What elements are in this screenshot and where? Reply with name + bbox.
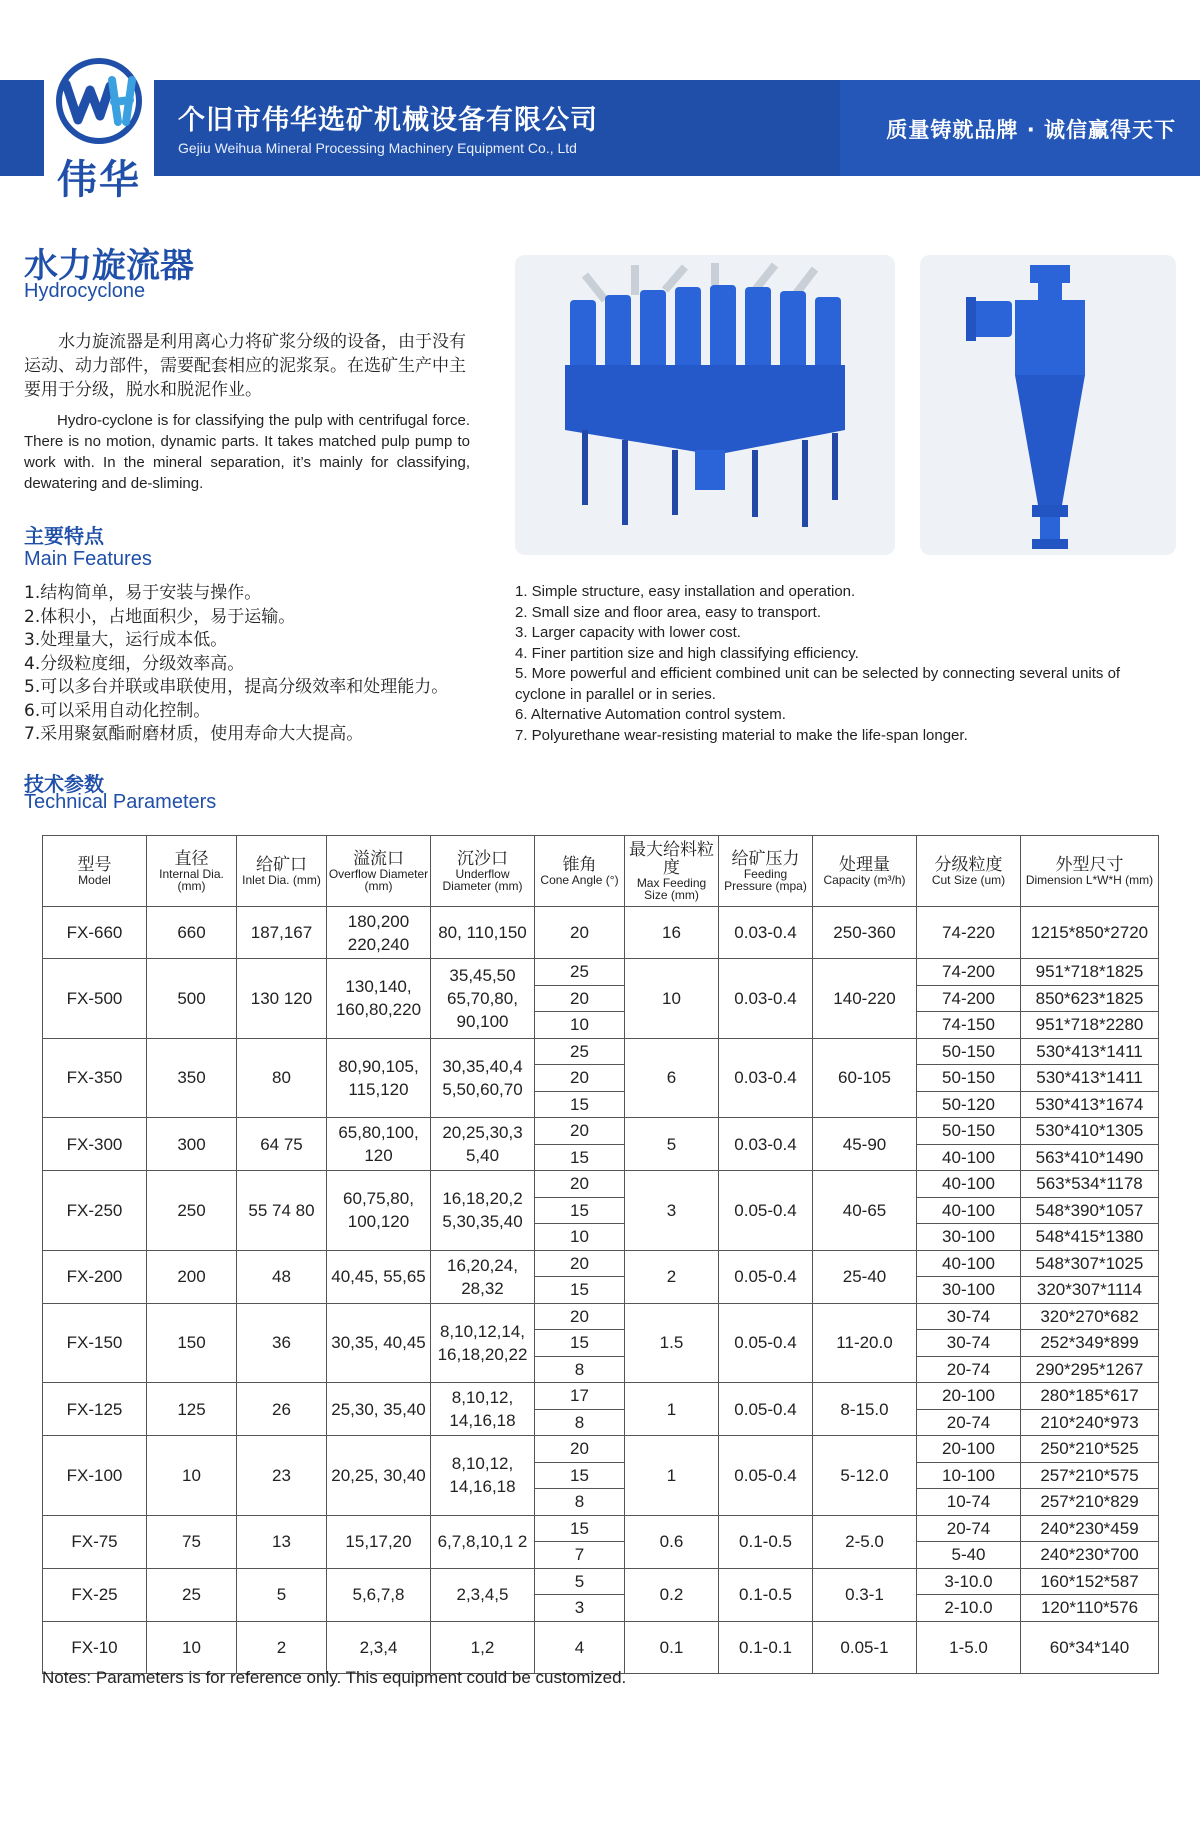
overflow-cell: 180,200 220,240 [327,907,431,959]
parameters-table [42,835,1159,1674]
model-cell: FX-200 [43,1250,147,1303]
capacity-cell: 45-90 [813,1118,917,1171]
product-title-cn: 水力旋流器 [24,246,194,286]
overflow-cell: 130,140, 160,80,220 [327,959,431,1039]
cell-line: 30-74 [946,1306,991,1326]
cell-line: 50-150 [942,1041,995,1061]
cone-angle-cell [535,1568,625,1621]
inlet-cell: 55 74 80 [237,1171,327,1251]
cell-line: 548*415*1380 [1021,1223,1158,1250]
cell-line: 20 [570,1306,589,1326]
col-header: 分级粒度 Cut Size (um) [917,836,1021,907]
max-feed-size-cell: 3 [625,1171,719,1251]
list-item: 5.可以多台并联或串联使用，提高分级效率和处理能力。 [24,677,449,697]
list-item: 1. Simple structure, easy installation and operation. [515,583,856,600]
diameter-cell: 25 [147,1568,237,1621]
cone-angle-cell [535,1383,625,1436]
capacity-cell: 5-12.0 [813,1436,917,1516]
cell-line: 20-74 [917,1409,1020,1436]
inlet-cell: 26 [237,1383,327,1436]
cone-angle-cell [535,1250,625,1303]
cell-line: 8 [535,1356,624,1383]
cell-line: 74-200 [917,985,1020,1012]
cell-line: 20-74 [917,1356,1020,1383]
cut-size-cell [917,1250,1021,1303]
underflow-cell: 1,2 [431,1621,535,1673]
list-item: 4. Finer partition size and high classifying efficiency. [515,644,859,662]
list-item: 6. Alternative Automation control system. [515,706,786,723]
table-row [43,1568,1159,1621]
max-feed-size-cell: 1 [625,1436,719,1516]
cell-line: 10 [535,1011,624,1038]
pressure-cell: 0.05-0.4 [719,1383,813,1436]
cone-angle-cell [535,1038,625,1118]
inlet-cell: 36 [237,1303,327,1383]
diameter-cell: 350 [147,1038,237,1118]
diameter-cell: 200 [147,1250,237,1303]
cell-line: 25 [570,962,589,981]
cut-size-cell [917,959,1021,1039]
cell-line: 20 [570,1253,589,1273]
cell-line: 530*413*1411 [1021,1064,1158,1091]
inlet-cell: 48 [237,1250,327,1303]
pressure-cell: 0.05-0.4 [719,1171,813,1251]
table-row [43,1171,1159,1251]
cell-line: 2-10.0 [917,1594,1020,1621]
features-title-en: Main Features [24,548,152,570]
cell-line: 74-220 [942,923,995,942]
cell-line: 20-100 [942,1386,995,1405]
max-feed-size-cell: 0.6 [625,1515,719,1568]
cell-line: 951*718*2280 [1021,1011,1158,1038]
cell-line: 320*270*682 [1040,1306,1139,1326]
cell-line: 50-150 [942,1121,995,1140]
col-header: 处理量 Capacity (m³/h) [813,836,917,907]
list-item: 2. Small size and floor area, easy to transport. [515,603,821,621]
underflow-cell: 8,10,12,14, 16,18,20,22 [431,1303,535,1383]
underflow-cell: 80, 110,150 [431,907,535,959]
pressure-cell: 0.03-0.4 [719,1118,813,1171]
table-row [43,1515,1159,1568]
col-header: 沉沙口 Underflow Diameter (mm) [431,836,535,907]
underflow-cell: 35,45,50 65,70,80, 90,100 [431,959,535,1039]
params-title-cn: 技术参数 [24,772,104,796]
cell-line: 3-10.0 [944,1571,993,1591]
capacity-cell: 0.3-1 [813,1568,917,1621]
cut-size-cell [917,1171,1021,1251]
col-header: 直径 Internal Dia. (mm) [147,836,237,907]
cell-line: 160*152*587 [1040,1571,1139,1591]
col-header: 外型尺寸 Dimension L*W*H (mm) [1021,836,1159,907]
inlet-cell: 13 [237,1515,327,1568]
cell-line: 15 [535,1091,624,1118]
inlet-cell: 130 120 [237,959,327,1039]
col-header: 最大给料粒度 Max Feeding Size (mm) [625,836,719,907]
max-feed-size-cell: 2 [625,1250,719,1303]
list-item: 7.采用聚氨酯耐磨材质，使用寿命大大提高。 [24,724,364,744]
cell-line: 1-5.0 [949,1637,988,1657]
cone-angle-cell [535,907,625,959]
cone-angle-cell [535,1515,625,1568]
dimension-cell [1021,959,1159,1039]
features-list-en [515,582,1155,746]
list-item: 6.可以采用自动化控制。 [24,700,211,721]
list-item: 3.处理量大，运行成本低。 [24,630,228,650]
company-logo [44,56,154,203]
cell-line: 15 [535,1197,624,1224]
capacity-cell: 8-15.0 [813,1383,917,1436]
cut-size-cell [917,1515,1021,1568]
cone-angle-cell [535,959,625,1039]
cell-line: 240*230*459 [1040,1518,1139,1538]
diameter-cell: 150 [147,1303,237,1383]
cell-line: 30-100 [917,1276,1020,1303]
table-row [43,1436,1159,1516]
cut-size-cell [917,907,1021,959]
cut-size-cell [917,1568,1021,1621]
dimension-cell [1021,1303,1159,1383]
pressure-cell: 0.05-0.4 [719,1250,813,1303]
cell-line: 252*349*899 [1021,1329,1158,1356]
model-cell: FX-100 [43,1436,147,1516]
cell-line: 20-74 [946,1518,991,1538]
overflow-cell: 5,6,7,8 [327,1568,431,1621]
pressure-cell: 0.03-0.4 [719,1038,813,1118]
overflow-cell: 30,35, 40,45 [327,1303,431,1383]
diameter-cell: 300 [147,1118,237,1171]
cell-line: 40-100 [917,1197,1020,1224]
cell-line: 120*110*576 [1021,1594,1158,1621]
cell-line: 74-150 [917,1011,1020,1038]
inlet-cell: 80 [237,1038,327,1118]
table-row [43,1621,1159,1673]
cell-line: 320*307*1114 [1021,1276,1158,1303]
table-row [43,959,1159,1039]
underflow-cell: 16,18,20,2 5,30,35,40 [431,1171,535,1251]
capacity-cell: 60-105 [813,1038,917,1118]
max-feed-size-cell: 6 [625,1038,719,1118]
cell-line: 530*413*1674 [1021,1091,1158,1118]
dimension-cell [1021,1383,1159,1436]
cell-line: 250*210*525 [1040,1439,1139,1458]
intro-text-cn: 水力旋流器是利用离心力将矿浆分级的设备，由于没有运动、动力部件，需要配套相应的泥浆泵。在选矿生产中主要用于分级，脱水和脱泥作业。 [24,332,466,400]
cell-line: 10-100 [917,1462,1020,1489]
cell-line: 951*718*1825 [1035,962,1144,981]
cell-line: 15 [570,1518,589,1538]
cell-line: 5-40 [917,1541,1020,1568]
cone-angle-cell [535,1621,625,1673]
cell-line: 10 [535,1223,624,1250]
underflow-cell: 8,10,12, 14,16,18 [431,1383,535,1436]
capacity-cell: 0.05-1 [813,1621,917,1673]
cell-line: 25 [570,1041,589,1061]
diameter-cell: 660 [147,907,237,959]
cell-line: 1215*850*2720 [1030,923,1149,942]
max-feed-size-cell: 1 [625,1383,719,1436]
overflow-cell: 2,3,4 [327,1621,431,1673]
overflow-cell: 20,25, 30,40 [327,1436,431,1516]
cell-line: 210*240*973 [1021,1409,1158,1436]
overflow-cell: 60,75,80, 100,120 [327,1171,431,1251]
list-item: 2.体积小，占地面积少，易于运输。 [24,606,296,627]
inlet-cell: 64 75 [237,1118,327,1171]
max-feed-size-cell: 0.1 [625,1621,719,1673]
table-row [43,1303,1159,1383]
dimension-cell [1021,907,1159,959]
cell-line: 7 [535,1541,624,1568]
model-cell: FX-10 [43,1621,147,1673]
cut-size-cell [917,1621,1021,1673]
parameters-table-body [43,907,1159,1674]
diameter-cell: 75 [147,1515,237,1568]
model-cell: FX-300 [43,1118,147,1171]
max-feed-size-cell: 10 [625,959,719,1039]
pressure-cell: 0.1-0.5 [719,1568,813,1621]
capacity-cell: 140-220 [813,959,917,1039]
model-cell: FX-350 [43,1038,147,1118]
pressure-cell: 0.03-0.4 [719,907,813,959]
company-name-en: Gejiu Weihua Mineral Processing Machinery Equipment Co., Ltd [178,140,577,156]
cone-angle-cell [535,1118,625,1171]
hydrocyclone-group-photo [515,255,895,555]
cell-line: 40-100 [917,1144,1020,1171]
cell-line: 3 [535,1594,624,1621]
max-feed-size-cell: 5 [625,1118,719,1171]
overflow-cell: 80,90,105, 115,120 [327,1038,431,1118]
cell-line: 850*623*1825 [1021,985,1158,1012]
model-cell: FX-150 [43,1303,147,1383]
model-cell: FX-660 [43,907,147,959]
cell-line: 40-100 [942,1174,995,1193]
cell-line: 4 [574,1637,585,1657]
single-hydrocyclone-photo [920,255,1176,555]
cell-line: 50-120 [917,1091,1020,1118]
cut-size-cell [917,1038,1021,1118]
underflow-cell: 20,25,30,3 5,40 [431,1118,535,1171]
max-feed-size-cell: 16 [625,907,719,959]
cell-line: 530*413*1411 [1036,1041,1143,1061]
table-row [43,1118,1159,1171]
cell-line: 563*534*1178 [1036,1174,1143,1193]
overflow-cell: 25,30, 35,40 [327,1383,431,1436]
overflow-cell: 15,17,20 [327,1515,431,1568]
dimension-cell [1021,1621,1159,1673]
dimension-cell [1021,1436,1159,1516]
cut-size-cell [917,1383,1021,1436]
cell-line: 530*410*1305 [1035,1121,1144,1140]
pressure-cell: 0.05-0.4 [719,1303,813,1383]
capacity-cell: 11-20.0 [813,1303,917,1383]
cell-line: 20 [570,923,589,942]
cell-line: 20 [570,1121,589,1140]
underflow-cell: 6,7,8,10,1 2 [431,1515,535,1568]
dimension-cell [1021,1250,1159,1303]
cone-angle-cell [535,1303,625,1383]
cell-line: 290*295*1267 [1021,1356,1158,1383]
table-row [43,1038,1159,1118]
cell-line: 10-74 [917,1488,1020,1515]
pressure-cell: 0.03-0.4 [719,959,813,1039]
table-row [43,1250,1159,1303]
diameter-cell: 250 [147,1171,237,1251]
cell-line: 240*230*700 [1021,1541,1158,1568]
cell-line: 8 [535,1488,624,1515]
model-cell: FX-500 [43,959,147,1039]
intro-text-en: Hydro-cyclone is for classifying the pulp with centrifugal force. There is no motion, dynamic parts. It takes matched pulp pump to work with. In the mineral separation, it’s mainly for classifying, dewatering and de-sliming. [24,412,470,492]
cut-size-cell [917,1436,1021,1516]
max-feed-size-cell: 0.2 [625,1568,719,1621]
pressure-cell: 0.05-0.4 [719,1436,813,1516]
diameter-cell: 10 [147,1436,237,1516]
model-cell: FX-125 [43,1383,147,1436]
dimension-cell [1021,1171,1159,1251]
inlet-cell: 23 [237,1436,327,1516]
cut-size-cell [917,1118,1021,1171]
cell-line: 30-74 [917,1329,1020,1356]
overflow-cell: 65,80,100, 120 [327,1118,431,1171]
pressure-cell: 0.1-0.5 [719,1515,813,1568]
col-header: 给矿压力 Feeding Pressure (mpa) [719,836,813,907]
cell-line: 548*307*1025 [1035,1253,1144,1273]
col-header: 锥角 Cone Angle (°) [535,836,625,907]
model-cell: FX-25 [43,1568,147,1621]
cell-line: 40-100 [942,1253,995,1273]
diameter-cell: 125 [147,1383,237,1436]
col-header: 溢流口 Overflow Diameter (mm) [327,836,431,907]
cell-line: 74-200 [942,962,995,981]
diameter-cell: 10 [147,1621,237,1673]
table-header-row [43,836,1159,907]
cyclone-cluster-image [515,255,895,555]
overflow-cell: 40,45, 55,65 [327,1250,431,1303]
table-row [43,1383,1159,1436]
cell-line: 15 [535,1276,624,1303]
list-item: 7. Polyurethane wear-resisting material to make the life-span longer. [515,726,968,744]
cell-line: 20 [535,985,624,1012]
cut-size-cell [917,1303,1021,1383]
product-title-en: Hydrocyclone [24,280,146,302]
wh-logo-icon [44,56,154,146]
cell-line: 17 [570,1386,589,1405]
cell-line: 15 [535,1144,624,1171]
list-item: 5. More powerful and efficient combined unit can be selected by connecting several units of cyclone in parallel or in series. [515,665,1121,703]
cell-line: 15 [535,1462,624,1489]
features-title-cn: 主要特点 [24,524,104,548]
dimension-cell [1021,1118,1159,1171]
cell-line: 50-150 [917,1064,1020,1091]
capacity-cell: 250-360 [813,907,917,959]
params-title-en: Technical Parameters [24,791,217,813]
model-cell: FX-250 [43,1171,147,1251]
table-row [43,907,1159,959]
cell-line: 20 [570,1174,589,1193]
cone-angle-cell [535,1171,625,1251]
company-name-cn: 个旧市伟华选矿机械设备有限公司 [178,105,598,136]
single-cyclone-image [920,255,1176,555]
underflow-cell: 2,3,4,5 [431,1568,535,1621]
cell-line: 15 [535,1329,624,1356]
cell-line: 30-100 [917,1223,1020,1250]
list-item: 1.结构简单，易于安装与操作。 [24,583,262,603]
model-cell: FX-75 [43,1515,147,1568]
capacity-cell: 2-5.0 [813,1515,917,1568]
pressure-cell: 0.1-0.1 [719,1621,813,1673]
cell-line: 280*185*617 [1040,1386,1139,1405]
cone-angle-cell [535,1436,625,1516]
underflow-cell: 16,20,24, 28,32 [431,1250,535,1303]
cell-line: 20 [535,1064,624,1091]
underflow-cell: 8,10,12, 14,16,18 [431,1436,535,1516]
capacity-cell: 25-40 [813,1250,917,1303]
list-item: 3. Larger capacity with lower cost. [515,624,741,641]
features-list-cn [24,582,494,747]
cell-line: 563*410*1490 [1021,1144,1158,1171]
capacity-cell: 40-65 [813,1171,917,1251]
cell-line: 5 [574,1571,585,1591]
col-header: 型号 Model [43,836,147,907]
diameter-cell: 500 [147,959,237,1039]
cell-line: 257*210*829 [1021,1488,1158,1515]
cell-line: 8 [535,1409,624,1436]
inlet-cell: 187,167 [237,907,327,959]
table-notes: Notes: Parameters is for reference only. This equipment could be customized. [42,1668,627,1687]
header-band [0,80,1200,176]
cell-line: 20-100 [942,1439,995,1458]
dimension-cell [1021,1038,1159,1118]
inlet-cell: 5 [237,1568,327,1621]
cell-line: 548*390*1057 [1021,1197,1158,1224]
max-feed-size-cell: 1.5 [625,1303,719,1383]
dimension-cell [1021,1568,1159,1621]
underflow-cell: 30,35,40,4 5,50,60,70 [431,1038,535,1118]
cell-line: 257*210*575 [1021,1462,1158,1489]
list-item: 4.分级粒度细，分级效率高。 [24,653,245,674]
slogan: 质量铸就品牌 · 诚信赢得天下 [886,118,1176,142]
dimension-cell [1021,1515,1159,1568]
cell-line: 60*34*140 [1049,1637,1130,1657]
col-header: 给矿口 Inlet Dia. (mm) [237,836,327,907]
cell-line: 20 [570,1439,589,1458]
logo-text: 伟华 [57,157,141,203]
inlet-cell: 2 [237,1621,327,1673]
